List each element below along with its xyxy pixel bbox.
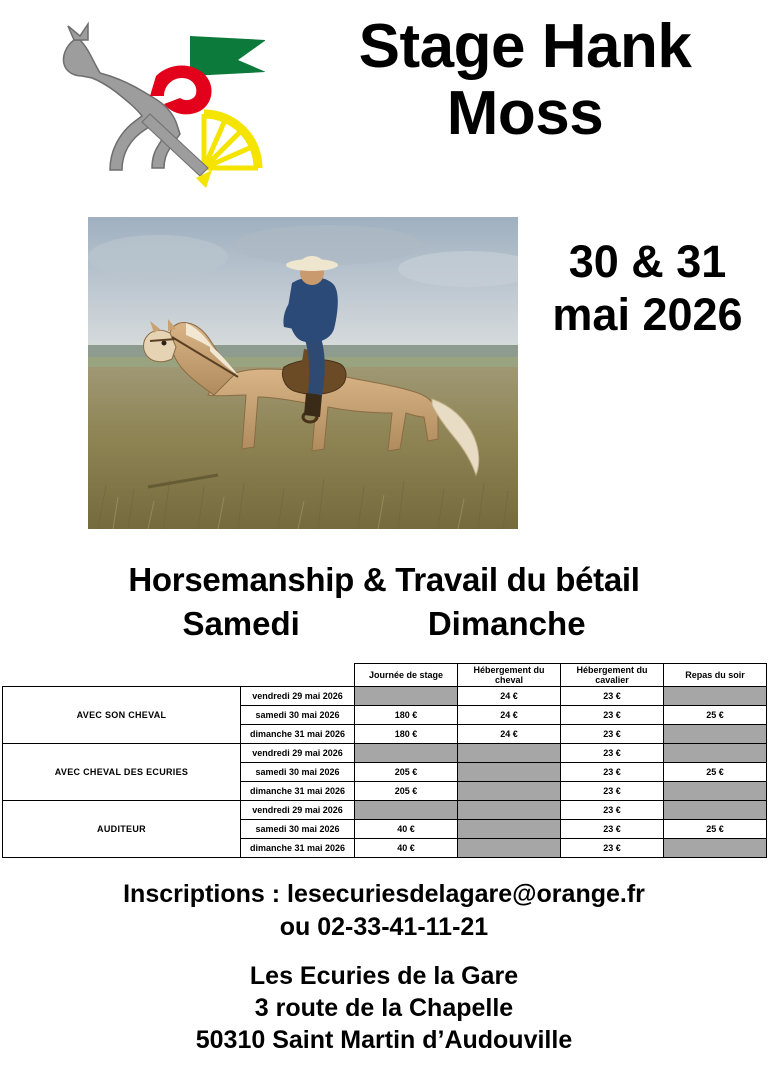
cell-cheval [458, 763, 561, 782]
cell-repas [664, 744, 767, 763]
cell-repas: 25 € [664, 820, 767, 839]
inscriptions-email[interactable]: Inscriptions : lesecuriesdelagare@orange.fr [123, 880, 645, 908]
phone-number[interactable]: ou 02-33-41-11-21 [279, 913, 489, 941]
cell-stage: 205 € [355, 782, 458, 801]
row-day: vendredi 29 mai 2026 [241, 744, 355, 763]
cell-repas [664, 839, 767, 858]
cell-cheval: 24 € [458, 687, 561, 706]
header-hebergement-cavalier: Hébergement du cavalier [561, 664, 664, 687]
cell-cheval: 24 € [458, 706, 561, 725]
row-day: dimanche 31 mai 2026 [241, 782, 355, 801]
header-repas: Repas du soir [664, 664, 767, 687]
row-day: dimanche 31 mai 2026 [241, 725, 355, 744]
cell-cavalier: 23 € [561, 744, 664, 763]
cell-repas: 25 € [664, 763, 767, 782]
cell-cheval [458, 839, 561, 858]
price-table [2, 663, 767, 858]
cell-repas [664, 725, 767, 744]
event-subtitle: Horsemanship & Travail du bétail [128, 561, 640, 598]
cell-cheval [458, 782, 561, 801]
cell-stage: 40 € [355, 839, 458, 858]
cell-cheval: 24 € [458, 725, 561, 744]
address-line-3: 50310 Saint Martin d’Audouville [195, 1026, 573, 1054]
cell-cavalier: 23 € [561, 782, 664, 801]
cell-repas [664, 801, 767, 820]
price-table-wrapper [0, 663, 768, 858]
poster-header [0, 0, 768, 205]
cell-cavalier: 23 € [561, 801, 664, 820]
row-day: vendredi 29 mai 2026 [241, 801, 355, 820]
cell-cheval [458, 801, 561, 820]
row-day: samedi 30 mai 2026 [241, 763, 355, 782]
cell-cheval [458, 820, 561, 839]
cell-repas: 25 € [664, 706, 767, 725]
row-day: samedi 30 mai 2026 [241, 820, 355, 839]
table-row [3, 744, 767, 763]
day-label-saturday: Samedi [182, 605, 300, 642]
cell-repas [664, 687, 767, 706]
cell-cavalier: 23 € [561, 820, 664, 839]
header-blank-category [3, 664, 241, 687]
row-day: samedi 30 mai 2026 [241, 706, 355, 725]
header-journee: Journée de stage [355, 664, 458, 687]
cell-cavalier: 23 € [561, 763, 664, 782]
row-day: dimanche 31 mai 2026 [241, 839, 355, 858]
cell-stage [355, 801, 458, 820]
event-dates: 30 & 31 mai 2026 [552, 236, 743, 341]
cell-stage [355, 744, 458, 763]
cell-cavalier: 23 € [561, 706, 664, 725]
address-line-1: Les Ecuries de la Gare [249, 962, 519, 990]
table-row [3, 687, 767, 706]
contact-footer [0, 880, 768, 1056]
rider-on-palomino-horse-photo [88, 217, 518, 529]
header-blank-day [241, 664, 355, 687]
cell-stage: 40 € [355, 820, 458, 839]
table-row [3, 801, 767, 820]
row-day: vendredi 29 mai 2026 [241, 687, 355, 706]
category-auditeur: AUDITEUR [3, 801, 241, 858]
cell-stage: 205 € [355, 763, 458, 782]
cell-cheval [458, 744, 561, 763]
venue-address [0, 960, 768, 1056]
cell-cavalier: 23 € [561, 839, 664, 858]
address-line-2: 3 route de la Chapelle [254, 994, 514, 1022]
day-label-sunday: Dimanche [427, 605, 586, 642]
cell-cavalier: 23 € [561, 687, 664, 706]
cell-stage: 180 € [355, 725, 458, 744]
table-header-row [3, 664, 767, 687]
cell-repas [664, 782, 767, 801]
cell-cavalier: 23 € [561, 725, 664, 744]
category-avec-son-cheval: AVEC SON CHEVAL [3, 687, 241, 744]
days-row [0, 605, 768, 643]
category-avec-cheval-des-ecuries: AVEC CHEVAL DES ECURIES [3, 744, 241, 801]
photo-and-date-section [0, 205, 768, 555]
horse-and-cart-wheel-logo [30, 18, 265, 193]
header-hebergement-cheval: Hébergement du cheval [458, 664, 561, 687]
cell-stage: 180 € [355, 706, 458, 725]
page-title: Stage Hank Moss [358, 12, 692, 148]
cell-stage [355, 687, 458, 706]
